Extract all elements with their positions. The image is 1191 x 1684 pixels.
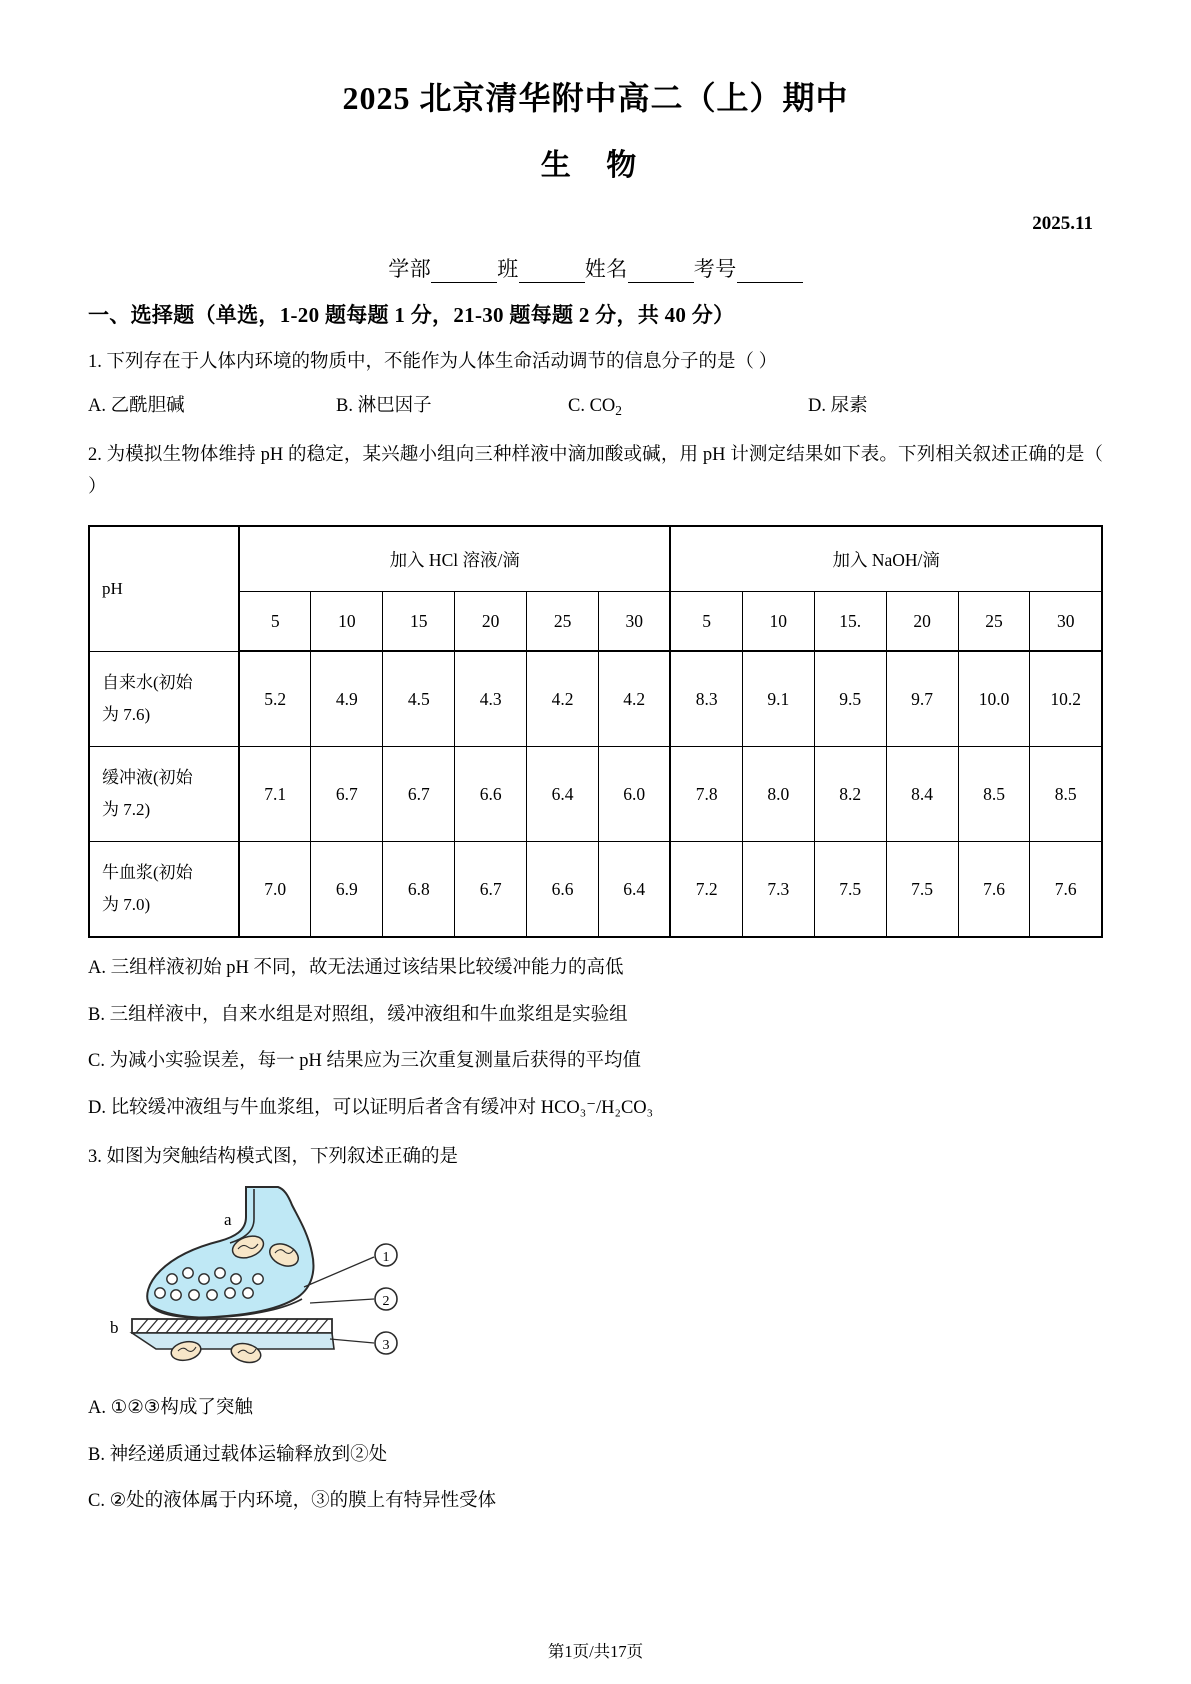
table-cell: 6.8 xyxy=(383,842,455,938)
table-cell: 7.6 xyxy=(1030,842,1102,938)
table-cell: 6.4 xyxy=(527,747,599,842)
table-group-header-hcl: 加入 HCl 溶液/滴 xyxy=(239,526,670,592)
table-cell: 7.2 xyxy=(670,842,742,938)
question-1-option-c[interactable] xyxy=(568,392,808,422)
synapse-structure-diagram xyxy=(98,1183,458,1373)
question-1-options xyxy=(88,378,1103,422)
table-drop-col-4: 20 xyxy=(455,592,527,652)
question-3-figure xyxy=(88,1173,1103,1378)
svg-text:2: 2 xyxy=(382,1294,390,1310)
question-3-stem: 3. 如图为突触结构模式图，下列叙述正确的是 xyxy=(88,1147,459,1168)
table-cell: 6.7 xyxy=(383,747,455,842)
table-row-label-plasma-line2: 为 7.0) xyxy=(102,895,151,915)
table-cell: 7.1 xyxy=(239,747,311,842)
table-group-header-naoh: 加入 NaOH/滴 xyxy=(670,526,1102,592)
table-drop-col-12: 30 xyxy=(1030,592,1102,652)
table-drop-col-2: 10 xyxy=(311,592,383,652)
table-drop-col-9: 15. xyxy=(814,592,886,652)
table-cell: 8.4 xyxy=(886,747,958,842)
class-blank[interactable] xyxy=(519,257,585,282)
question-3-option-c[interactable]: C. ②处的液体属于内环境，③的膜上有特异性受体 xyxy=(88,1491,497,1512)
table-cell: 6.7 xyxy=(455,842,527,938)
exam-number-blank[interactable] xyxy=(737,257,803,282)
table-cell: 6.6 xyxy=(455,747,527,842)
table-cell: 10.0 xyxy=(958,651,1030,747)
table-cell: 5.2 xyxy=(239,651,311,747)
postsynaptic-membrane-band xyxy=(132,1319,334,1349)
table-cell: 10.2 xyxy=(1030,651,1102,747)
exam-date: 2025.11 xyxy=(1032,212,1093,234)
table-cell: 6.7 xyxy=(311,747,383,842)
table-row-label-tapwater-line2: 为 7.6) xyxy=(102,705,151,725)
question-2-option-a[interactable]: A. 三组样液初始 pH 不同，故无法通过该结果比较缓冲能力的高低 xyxy=(88,958,624,979)
table-cell: 9.5 xyxy=(814,651,886,747)
table-cell: 9.1 xyxy=(742,651,814,747)
table-cell: 7.0 xyxy=(239,842,311,938)
table-cell: 8.0 xyxy=(742,747,814,842)
table-cell: 6.0 xyxy=(599,747,671,842)
table-drop-col-1: 5 xyxy=(239,592,311,652)
table-cell: 7.8 xyxy=(670,747,742,842)
table-row-label-buffer-line1: 缓冲液(初始 xyxy=(102,768,193,788)
question-1-option-d[interactable]: D. 尿素 xyxy=(808,395,868,416)
question-2-option-b[interactable]: B. 三组样液中，自来水组是对照组，缓冲液组和牛血浆组是实验组 xyxy=(88,1004,628,1025)
table-corner-label: pH xyxy=(89,526,239,651)
question-1-option-b[interactable]: B. 淋巴因子 xyxy=(336,395,432,416)
table-cell: 8.5 xyxy=(1030,747,1102,842)
question-3-option-b[interactable]: B. 神经递质通过载体运输释放到②处 xyxy=(88,1444,388,1465)
table-cell: 4.5 xyxy=(383,651,455,747)
table-drop-col-11: 25 xyxy=(958,592,1030,652)
question-2-stem: 2. 为模拟生物体维持 pH 的稳定，某兴趣小组向三种样液中滴加酸或碱，用 pH 计测定结果如下表。下列相关叙述正确的是（ ） xyxy=(88,444,1103,497)
table-cell: 4.2 xyxy=(527,651,599,747)
table-cell: 8.5 xyxy=(958,747,1030,842)
table-cell: 6.4 xyxy=(599,842,671,938)
question-1-option-c-text: C. CO xyxy=(568,395,616,416)
department-blank[interactable] xyxy=(431,257,497,282)
table-row-label-plasma-line1: 牛血浆(初始 xyxy=(102,863,193,883)
table-cell: 4.2 xyxy=(599,651,671,747)
table-drop-header-row xyxy=(89,592,1102,652)
table-drop-col-6: 30 xyxy=(599,592,671,652)
table-row-label-plasma xyxy=(89,842,239,938)
table-drop-col-3: 15 xyxy=(383,592,455,652)
name-label: 姓名 xyxy=(584,256,628,281)
student-id-line xyxy=(88,235,1103,283)
figure-label-b: b xyxy=(110,1318,119,1338)
table-drop-col-8: 10 xyxy=(742,592,814,652)
table-group-header-row xyxy=(89,526,1102,592)
question-1-option-c-subscript: 2 xyxy=(615,402,622,418)
table-row-label-tapwater-line1: 自来水(初始 xyxy=(102,672,193,692)
department-label: 学部 xyxy=(388,256,432,281)
class-label: 班 xyxy=(497,256,519,281)
table-row-label-buffer xyxy=(89,747,239,842)
table-cell: 8.3 xyxy=(670,651,742,747)
page-title: 2025 北京清华附中高二（上）期中 xyxy=(342,80,849,116)
table-drop-col-7: 5 xyxy=(670,592,742,652)
subject-title: 生 物 xyxy=(540,148,651,182)
table-cell: 7.5 xyxy=(814,842,886,938)
svg-text:1: 1 xyxy=(382,1250,390,1266)
table-row-label-buffer-line2: 为 7.2) xyxy=(102,800,151,820)
table-cell: 7.6 xyxy=(958,842,1030,938)
name-blank[interactable] xyxy=(628,257,694,282)
table-cell: 4.3 xyxy=(455,651,527,747)
question-2-option-d[interactable]: D. 比较缓冲液组与牛血浆组，可以证明后者含有缓冲对 HCO₃⁻/H₂CO₃ xyxy=(88,1097,654,1118)
question-3-option-a[interactable]: A. ①②③构成了突触 xyxy=(88,1398,253,1419)
table-cell: 6.9 xyxy=(311,842,383,938)
exam-number-label: 考号 xyxy=(693,256,737,281)
ph-measurement-table xyxy=(88,525,1103,938)
table-row xyxy=(89,842,1102,938)
svg-text:3: 3 xyxy=(382,1338,390,1354)
table-cell: 6.6 xyxy=(527,842,599,938)
table-drop-col-10: 20 xyxy=(886,592,958,652)
page-footer: 第1页/共17页 xyxy=(547,1642,644,1661)
question-2-option-c[interactable]: C. 为减小实验误差，每一 pH 结果应为三次重复测量后获得的平均值 xyxy=(88,1051,641,1072)
table-drop-col-5: 25 xyxy=(527,592,599,652)
figure-label-a: a xyxy=(224,1210,232,1230)
table-cell: 9.7 xyxy=(886,651,958,747)
table-row-label-tapwater xyxy=(89,651,239,747)
section-heading: 一、选择题（单选，1-20 题每题 1 分，21-30 题每题 2 分，共 40 分） xyxy=(88,302,735,327)
table-row xyxy=(89,747,1102,842)
table-cell: 8.2 xyxy=(814,747,886,842)
question-1-option-a[interactable]: A. 乙酰胆碱 xyxy=(88,395,185,416)
question-1-stem: 1. 下列存在于人体内环境的物质中，不能作为人体生命活动调节的信息分子的是（ ） xyxy=(88,351,778,372)
table-cell: 7.3 xyxy=(742,842,814,938)
table-cell: 4.9 xyxy=(311,651,383,747)
table-row xyxy=(89,651,1102,747)
table-cell: 7.5 xyxy=(886,842,958,938)
figure-callouts xyxy=(375,1244,397,1354)
